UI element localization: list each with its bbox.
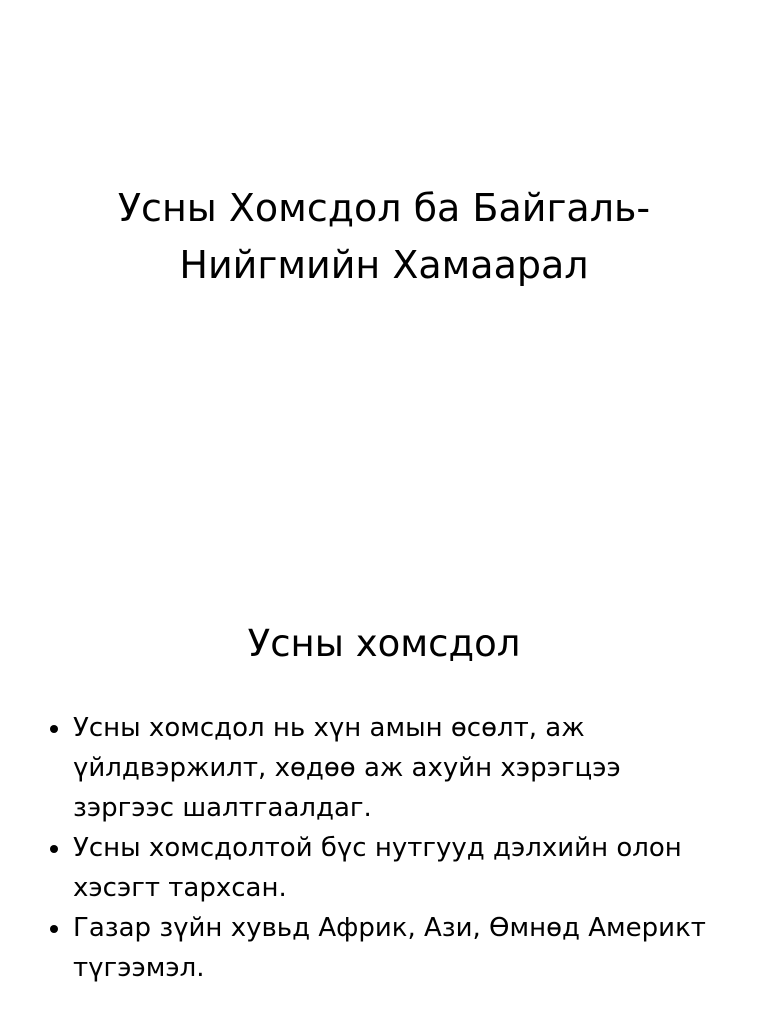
bullet-text: Усны хомсдол нь хүн амын өсөлт, аж үйлдвэржилт, хөдөө аж ахуйн хэрэгцээ зэргээс шалтгаалдаг.: [73, 713, 621, 823]
bullet-item: [46, 828, 730, 908]
content-slide: [0, 512, 768, 1024]
bullet-text: Газар зүйн хувьд Африк, Ази, Өмнөд Америкт түгээмэл.: [73, 913, 706, 983]
slide-title-line-1: Усны Хомсдол ба Байгаль-: [117, 186, 651, 230]
slide-title-line-2: Нийгмийн Хамаарал: [179, 243, 589, 287]
bullet-dot-icon: [50, 925, 58, 933]
bullet-dot-icon: [50, 725, 58, 733]
bullet-dot-icon: [50, 845, 58, 853]
bullet-item: [46, 908, 730, 988]
bullet-text: Усны хомсдолтой бүс нутгууд дэлхийн олон хэсэгт тархсан.: [73, 833, 682, 903]
slide-title: [60, 180, 708, 294]
bullet-item: [46, 708, 730, 828]
section-title: Усны хомсдол: [247, 622, 521, 665]
bullet-list: [46, 708, 730, 988]
